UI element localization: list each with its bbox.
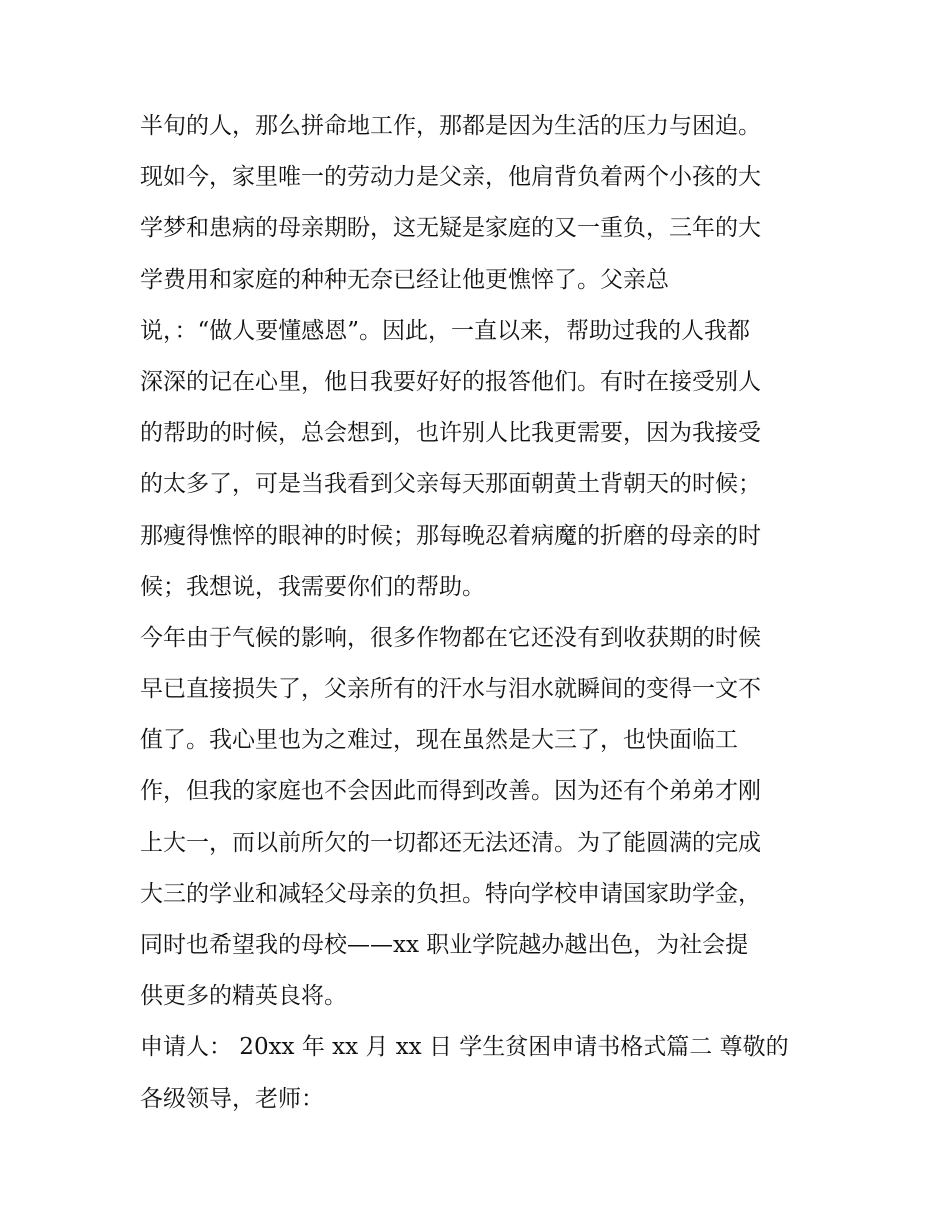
text-line: 学梦和患病的母亲期盼，这无疑是家庭的又一重负，三年的大 [140,215,761,242]
text-line: 供更多的精英良将。 [140,983,347,1010]
text-line: 候；我想说，我需要你们的帮助。 [140,573,485,600]
text-line: 学费用和家庭的种种无奈已经让他更憔悴了。父亲总 [140,266,669,293]
text-line: 今年由于气候的影响，很多作物都在它还没有到收获期的时候 [140,624,761,651]
text-line: 的太多了，可是当我看到父亲每天那面朝黄土背朝天的时候； [140,471,761,498]
text-line: 各级领导，老师： [140,1085,324,1112]
text-line: 值了。我心里也为之难过，现在虽然是大三了，也快面临工 [140,727,738,754]
text-line: 大三的学业和减轻父母亲的负担。特向学校申请国家助学金， [140,880,761,907]
text-line: 早已直接损失了，父亲所有的汗水与泪水就瞬间的变得一文不 [140,676,761,703]
text-line: 那瘦得憔悴的眼神的时候；那每晚忍着病魔的折磨的母亲的时 [140,522,761,549]
text-line: 说，：“做人要懂感恩”。因此，一直以来，帮助过我的人我都 [140,317,751,344]
text-line: 申请人： 20xx 年 xx 月 xx 日 学生贫困申请书格式篇二 尊敬的 [140,1034,789,1061]
text-line: 的帮助的时候，总会想到，也许别人比我更需要，因为我接受 [140,420,761,447]
text-line: 同时也希望我的母校——xx 职业学院越办越出色，为社会提 [140,932,749,958]
body-text [140,101,820,1125]
text-line: 上大一，而以前所欠的一切都还无法还清。为了能圆满的完成 [140,829,761,856]
text-line: 作，但我的家庭也不会因此而得到改善。因为还有个弟弟才刚 [140,778,761,805]
text-line: 深深的记在心里，他日我要好好的报答他们。有时在接受别人 [140,368,761,395]
text-line: 半旬的人，那么拼命地工作，那都是因为生活的压力与困迫。 [140,113,761,139]
text-line: 现如今，家里唯一的劳动力是父亲，他肩背负着两个小孩的大 [140,164,761,191]
